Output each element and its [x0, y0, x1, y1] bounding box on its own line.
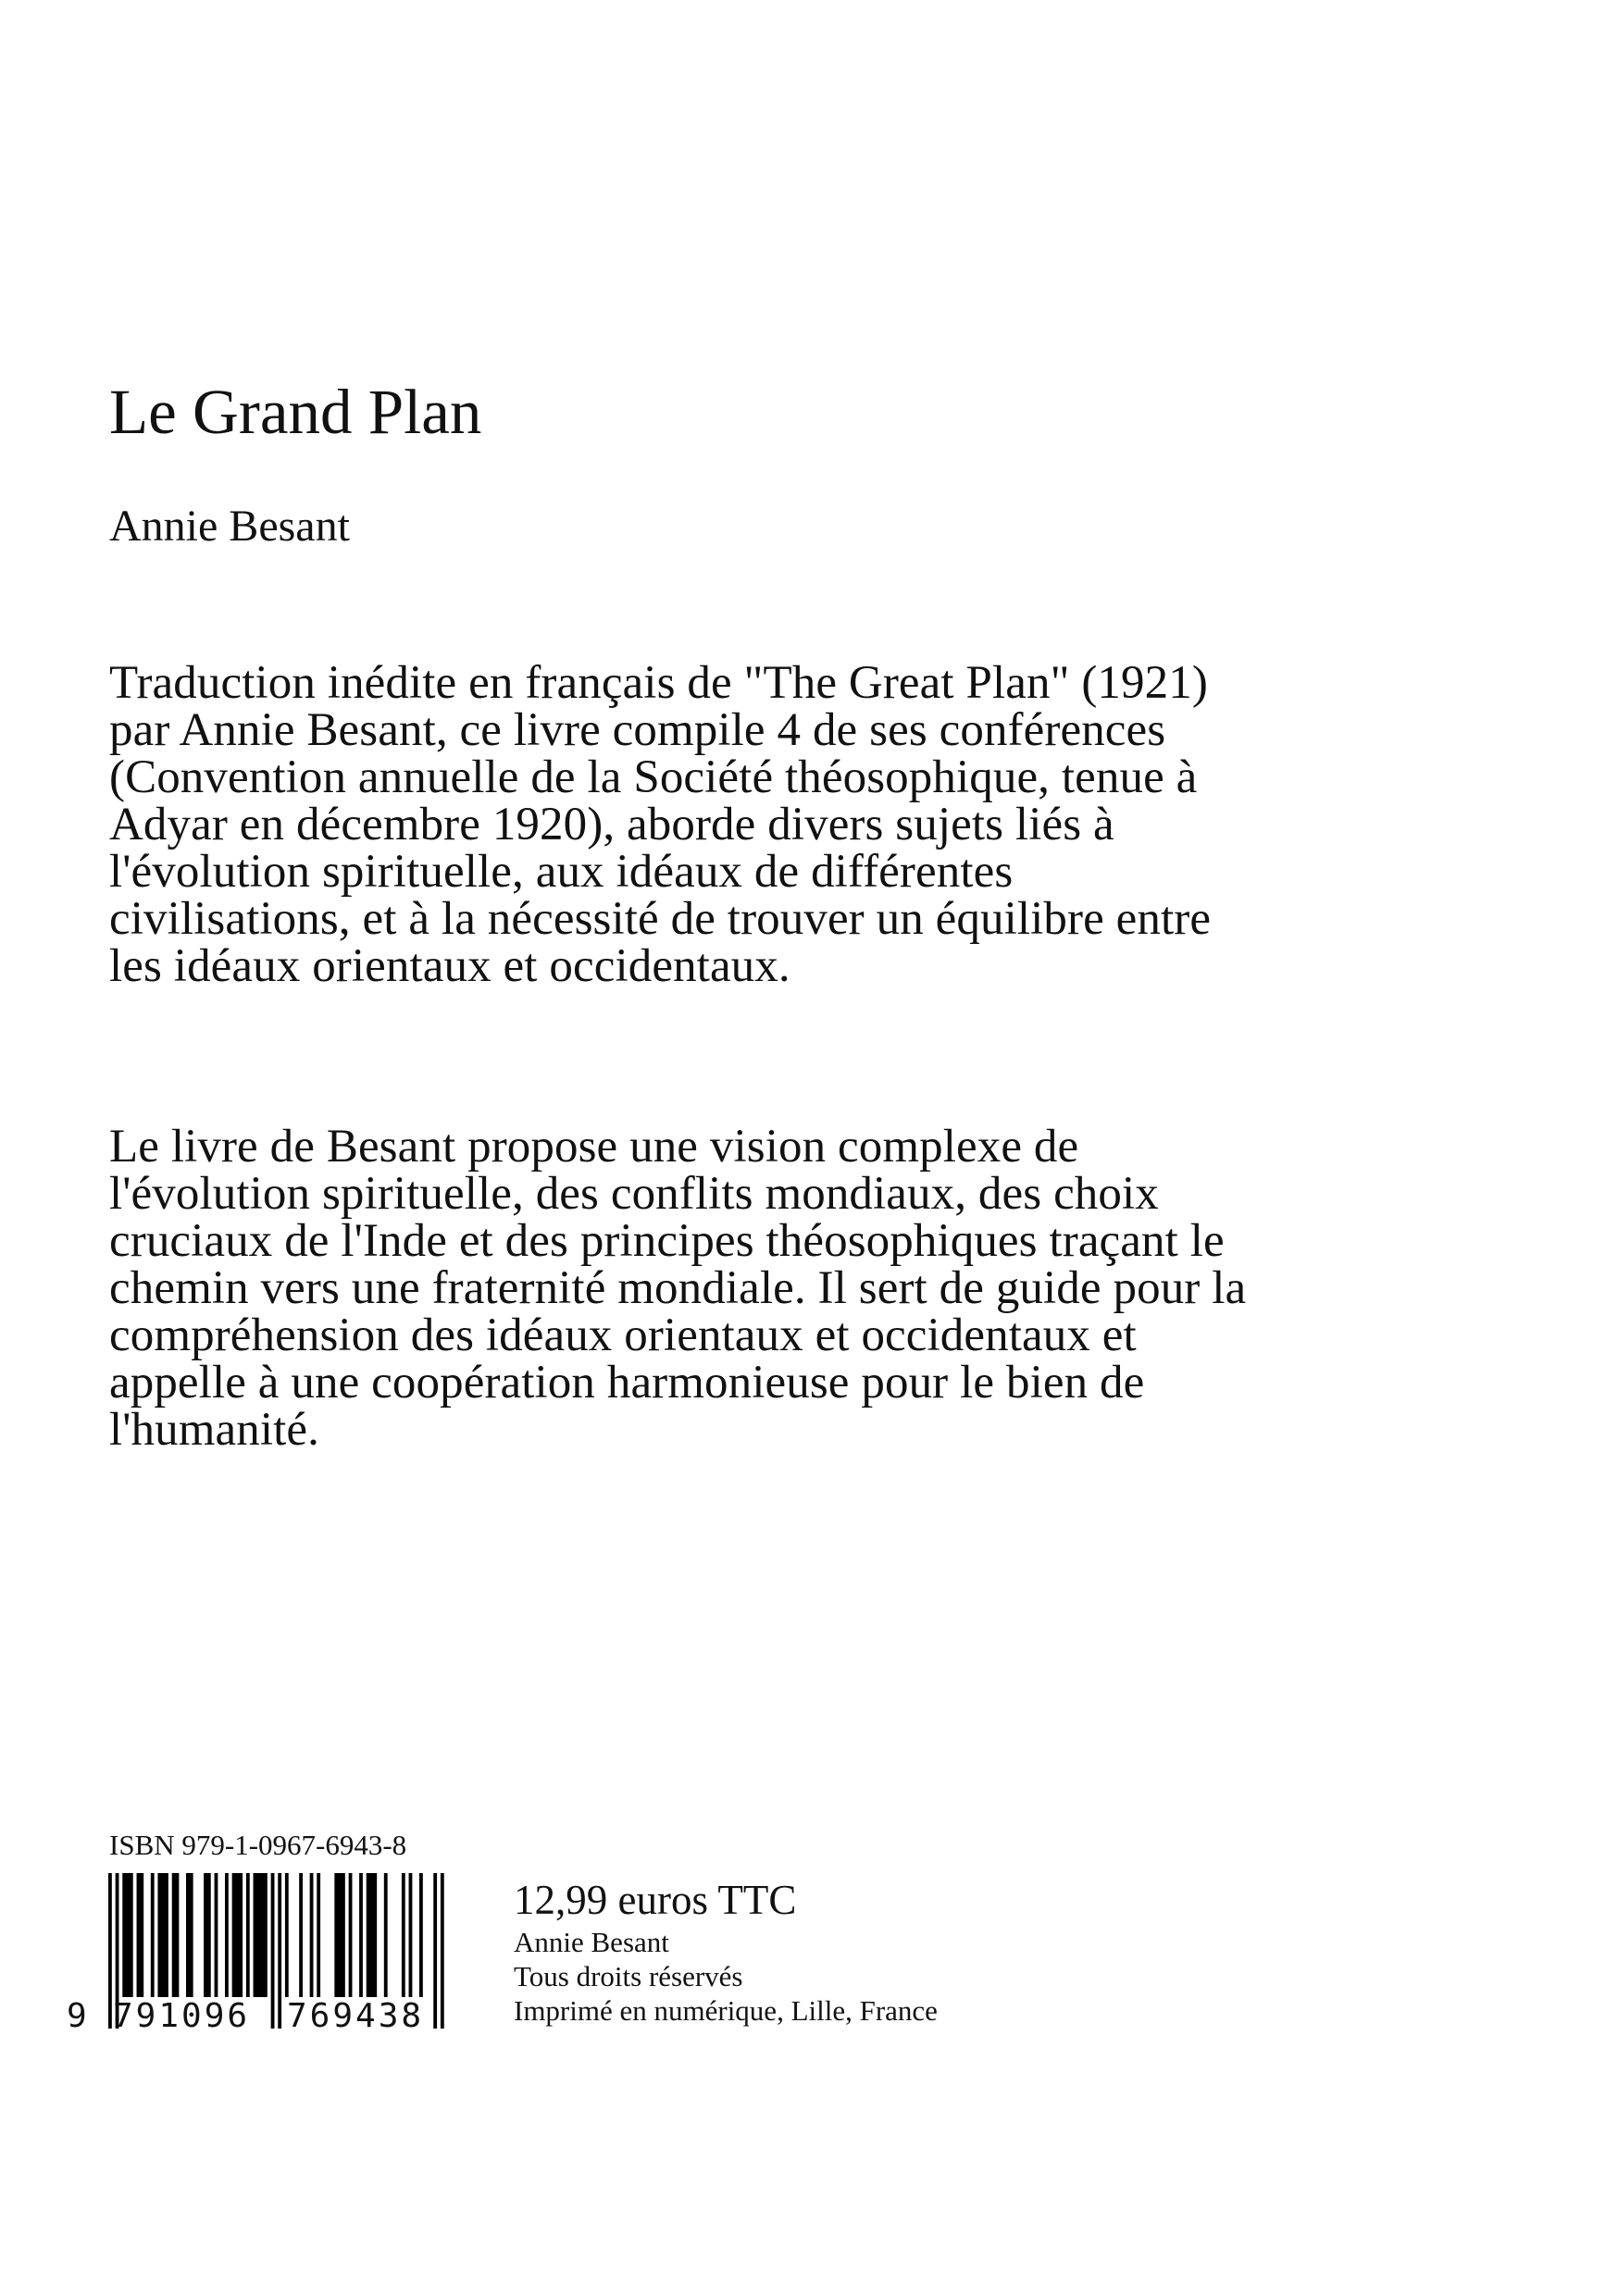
barcode-bar	[215, 1873, 218, 1997]
barcode-guard-bar	[433, 1873, 437, 2029]
description-paragraph-1: Traduction inédite en français de "The Great Plan" (1921) par Annie Besant, ce livre compile 4 de ses conférences (Convention annuelle de la Société théosophique, tenue à Adyar en décembre 1920), aborde divers sujets liés à l'évolution spirituelle, aux idéaux de différentes civilisations, et à la nécessité de trouver un équilibre entre les idéaux orientaux et occidentaux.	[109, 657, 1212, 992]
barcode-bar	[402, 1873, 405, 1997]
barcode-bar	[334, 1873, 344, 1997]
barcode-bar	[225, 1873, 229, 1997]
printing-location: Imprimé en numérique, Lille, France	[514, 1994, 938, 2027]
barcode-bar	[137, 1873, 144, 1997]
description-paragraph-2: Le livre de Besant propose une vision complexe de l'évolution spirituelle, des conflits mondiaux, des choix cruciaux de l'Inde et des principes théosophiques traçant le chemin vers une fraternité mondiale. Il sert de guide pour la compréhension des idéaux orientaux et occidentaux et appelle à une coopération harmonieuse pour le bien de l'humanité.	[109, 1121, 1247, 1456]
rights-holder: Annie Besant	[514, 1926, 669, 1958]
book-title: Le Grand Plan	[109, 377, 482, 447]
barcode-bar	[419, 1873, 423, 1997]
barcode-bar	[299, 1873, 303, 1997]
barcode-digit-first: 9	[67, 1997, 87, 2035]
barcode-bar	[317, 1873, 320, 1997]
barcode-bar	[367, 1873, 377, 1997]
barcode-bar	[349, 1873, 353, 1997]
barcode-bar	[359, 1873, 363, 1997]
barcode-digits-right: 769438	[287, 1997, 425, 2035]
price: 12,99 euros TTC	[514, 1877, 797, 1923]
barcode-guard-bar	[441, 1873, 444, 2029]
barcode-bar	[232, 1873, 243, 1997]
barcode-guard-bar	[271, 1873, 275, 2029]
barcode-bar	[384, 1873, 388, 1997]
barcode-bar	[157, 1873, 168, 1997]
rights-notice: Tous droits réservés	[514, 1960, 743, 1992]
imprint-block	[514, 1875, 938, 2028]
isbn-label: ISBN 979-1-0967-6943-8	[109, 1829, 407, 1861]
barcode-bar	[409, 1873, 413, 1997]
barcode-bar	[254, 1873, 268, 1997]
barcode-bar	[246, 1873, 250, 1997]
barcode-bar	[151, 1873, 155, 1997]
barcode-guard-bar	[108, 1873, 112, 2029]
barcode-bar	[204, 1873, 211, 1997]
barcode-bar	[122, 1873, 132, 1997]
barcode-bar	[285, 1873, 289, 1997]
book-author: Annie Besant	[109, 502, 350, 551]
barcode-digits-left: 791096	[113, 1997, 251, 2035]
barcode-bar	[172, 1873, 180, 1997]
barcode-bar	[310, 1873, 314, 1997]
barcode-guard-bar	[278, 1873, 281, 2029]
barcode-bar	[186, 1873, 193, 1997]
